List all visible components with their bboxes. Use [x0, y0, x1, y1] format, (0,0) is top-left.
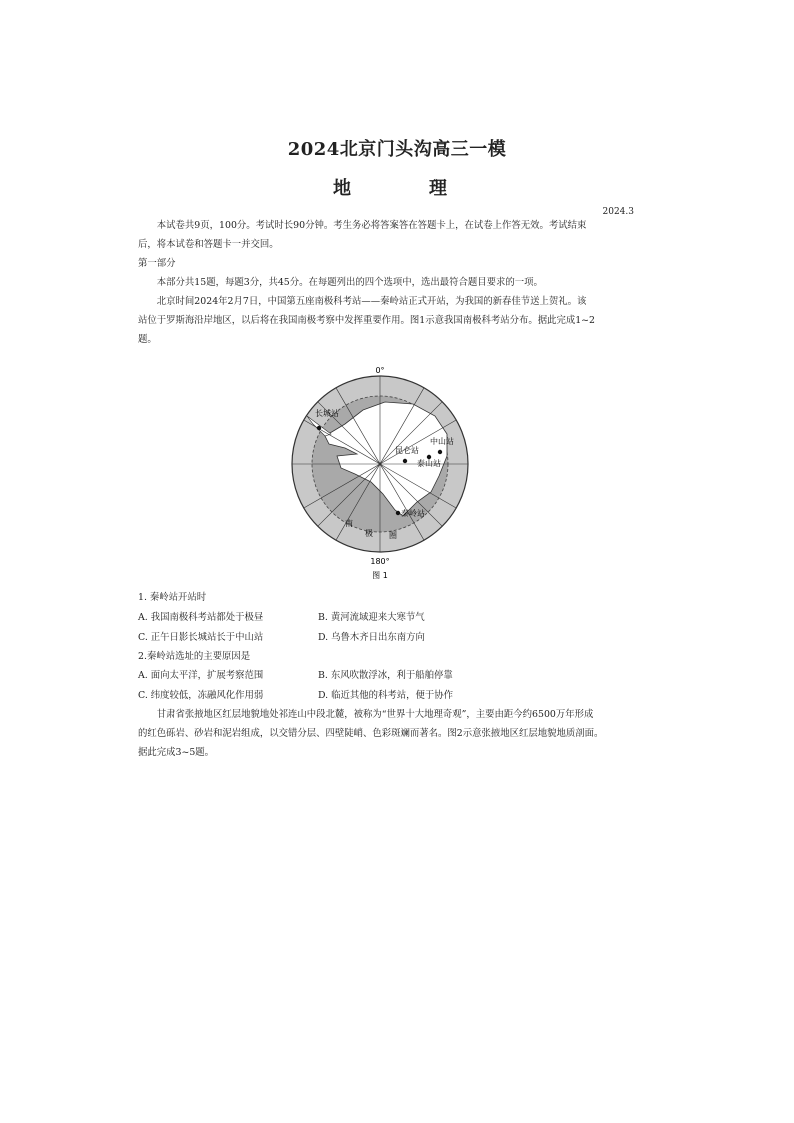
zhongshan-station-label: 中山站 [430, 437, 454, 446]
circle-label-ji: 极 [365, 529, 373, 538]
question-2-option-a: A. 面向太平洋，扩展考察范围 [138, 670, 264, 681]
qinling-station-dot [396, 511, 400, 515]
kunlun-station-dot [403, 459, 407, 463]
passage2-line-2: 的红色砾岩、砂岩和泥岩组成，以交错分层、四壁陡峭、色彩斑斓而著名。图2示意张掖地区红层地貌地质剖面。 [138, 728, 604, 739]
question-1-option-b: B. 黄河流域迎来大寒节气 [318, 612, 425, 623]
question-1-option-d: D. 乌鲁木齐日出东南方向 [318, 632, 425, 643]
instructions-line-2: 后，将本试卷和答题卡一并交回。 [138, 239, 279, 250]
subject-title: 地 理 [333, 178, 461, 199]
qinling-station-label: 秦岭站 [401, 509, 425, 518]
passage-2 [138, 705, 638, 762]
instructions-line-1: 本试卷共9页，100分。考试时长90分钟。考生务必将答案答在答题卡上，在试卷上作答无效。考试结束 [156, 220, 587, 231]
question-2-option-d: D. 临近其他的科考站，便于协作 [318, 690, 454, 701]
antarctica-station-map [285, 364, 475, 582]
passage2-line-1: 甘肃省张掖地区红层地貌地处祁连山中段北麓，被称为“世界十大地理奇观”，主要由距今约6500万年形成 [156, 709, 594, 720]
passage2-line-3: 据此完成3~5题。 [138, 747, 215, 758]
instructions [138, 216, 638, 349]
figure1-caption: 图 1 [372, 571, 388, 580]
passage1-line-2: 站位于罗斯海沿岸地区，以后将在我国南极考察中发挥重要作用。图1示意我国南极科考站分布。据此完成1~2 [138, 315, 596, 326]
changcheng-station-dot [317, 426, 321, 430]
part1-heading: 第一部分 [138, 258, 176, 269]
circle-label-nan: 南 [345, 519, 353, 528]
passage1-line-1: 北京时间2024年2月7日，中国第五座南极科考站——秦岭站正式开站，为我国的新春佳节送上贺礼。该 [156, 296, 587, 307]
meridian-lines [292, 376, 468, 552]
question-1-option-c: C. 正午日影长城站长于中山站 [138, 632, 264, 643]
changcheng-station-label: 长城站 [315, 409, 339, 418]
page-title: 2024北京门头沟高三一模 [287, 139, 507, 160]
question-1-stem: 1. 秦岭站开站时 [138, 592, 207, 603]
meridian-180-label: 180° [370, 557, 390, 566]
meridian-0-label: 0° [375, 366, 385, 375]
kunlun-station-label: 昆仑站 [395, 446, 419, 455]
taishan-station-label: 泰山站 [417, 459, 441, 468]
part1-description: 本部分共15题，每题3分，共45分。在每题列出的四个选项中，选出最符合题目要求的一项。 [156, 277, 543, 288]
zhongshan-station-dot [438, 450, 442, 454]
passage1-line-3: 题。 [138, 334, 157, 345]
question-2-option-c: C. 纬度较低，冻融风化作用弱 [138, 690, 264, 701]
question-1-option-a: A. 我国南极科考站都处于极昼 [138, 612, 264, 623]
exam-date: 2024.3 [602, 207, 634, 217]
question-2-option-b: B. 东风吹散浮冰，利于船舶停靠 [318, 670, 453, 681]
question-2-stem: 2.秦岭站选址的主要原因是 [138, 651, 251, 662]
circle-label-quan: 圈 [389, 531, 397, 540]
